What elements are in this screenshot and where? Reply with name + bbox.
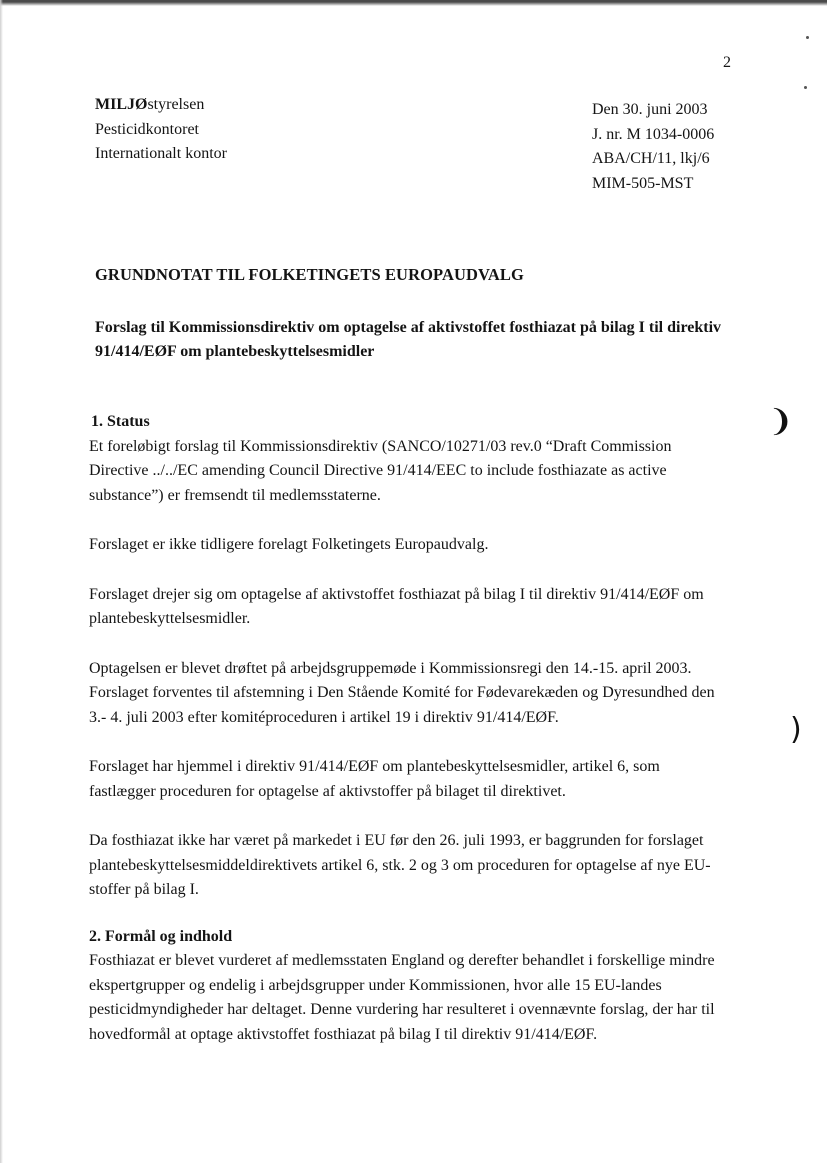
- sender-office: Pesticidkontoret: [95, 120, 199, 138]
- scan-speck: [806, 36, 809, 39]
- scan-speck: [804, 86, 807, 89]
- document-body: [89, 410, 729, 1072]
- reference-block: [592, 98, 714, 196]
- document-title: GRUNDNOTAT TIL FOLKETINGETS EUROPAUDVALG: [95, 265, 524, 284]
- section-purpose: [89, 925, 729, 1048]
- ref-date: Den 30. juni 2003: [592, 101, 708, 118]
- purpose-paragraph-1: Fosthiazat er blevet vurderet af medlemsstaten England og derefter behandlet i forskellige mindre ekspertgrupper og endelig i arbejdsgrupper under Kommissionen, hvor alle 15 EU-landes pesticidmyndigheder har deltaget. Denne vurdering har resulteret i ovennævnte forslag, der har til hovedformål at optage aktivstoffet fosthiazat på bilag I til direktiv 91/414/EØF.: [89, 952, 715, 1043]
- sender-org-rest: styrelsen: [147, 96, 205, 113]
- status-paragraph-6: Da fosthiazat ikke har været på markedet i EU før den 26. juli 1993, er baggrunden for forslaget plantebeskyttelsesmiddeldirektivets artikel 6, stk. 2 og 3 om proceduren for optagelse af nye EU-stoffer på bilag I.: [89, 832, 711, 898]
- status-paragraph-1: Et foreløbigt forslag til Kommissionsdirektiv (SANCO/10271/03 rev.0 “Draft Commission Directive ../../EC amending Council Directive 91/414/EEC to include fosthiazate as active substance”) er fremsendt til medlemsstaterne.: [89, 437, 672, 504]
- margin-mark-bottom: ): [790, 712, 802, 747]
- margin-mark-top: ❩: [768, 404, 794, 439]
- sender-department: Internationalt kontor: [95, 145, 227, 162]
- document-subject: Forslag til Kommissionsdirektiv om optagelse af aktivstoffet fosthiazat på bilag I til direktiv 91/414/EØF om plantebeskyttelsesmidler: [95, 319, 722, 360]
- scan-edge-left: [0, 0, 3, 1163]
- page-number: 2: [723, 54, 731, 71]
- ref-journal: J. nr. M 1034-0006: [592, 125, 715, 143]
- scan-edge-top: [0, 0, 827, 6]
- status-paragraph-2: Forslaget er ikke tidligere forelagt Folketingets Europaudvalg.: [89, 536, 489, 553]
- section-status: [89, 410, 729, 903]
- sender-org-bold: MILJØ: [95, 96, 148, 113]
- ref-initials: ABA/CH/11, lkj/6: [592, 150, 710, 167]
- sender-org: [95, 93, 227, 118]
- sender-block: [95, 93, 227, 167]
- status-paragraph-4: Optagelsen er blevet drøftet på arbejdsgruppemøde i Kommissionsregi den 14.-15. april 2003. Forslaget forventes til afstemning i Den Stående Komité for Fødevarekæden og Dyresundhed den 3.- 4. juli 2003 efter komitéproceduren i artikel 19 i direktiv 91/414/EØF.: [89, 659, 715, 726]
- section-status-heading: 1. Status: [91, 413, 150, 430]
- status-paragraph-5: Forslaget har hjemmel i direktiv 91/414/EØF om plantebeskyttelsesmidler, artikel 6, som fastlægger proceduren for optagelse af aktivstoffer på bilaget til direktivet.: [89, 758, 660, 800]
- ref-code: MIM-505-MST: [592, 174, 694, 192]
- status-paragraph-3: Forslaget drejer sig om optagelse af aktivstoffet fosthiazat på bilag I til direktiv 91/414/EØF om plantebeskyttelsesmidler.: [89, 585, 704, 627]
- section-purpose-heading: 2. Formål og indhold: [89, 927, 233, 945]
